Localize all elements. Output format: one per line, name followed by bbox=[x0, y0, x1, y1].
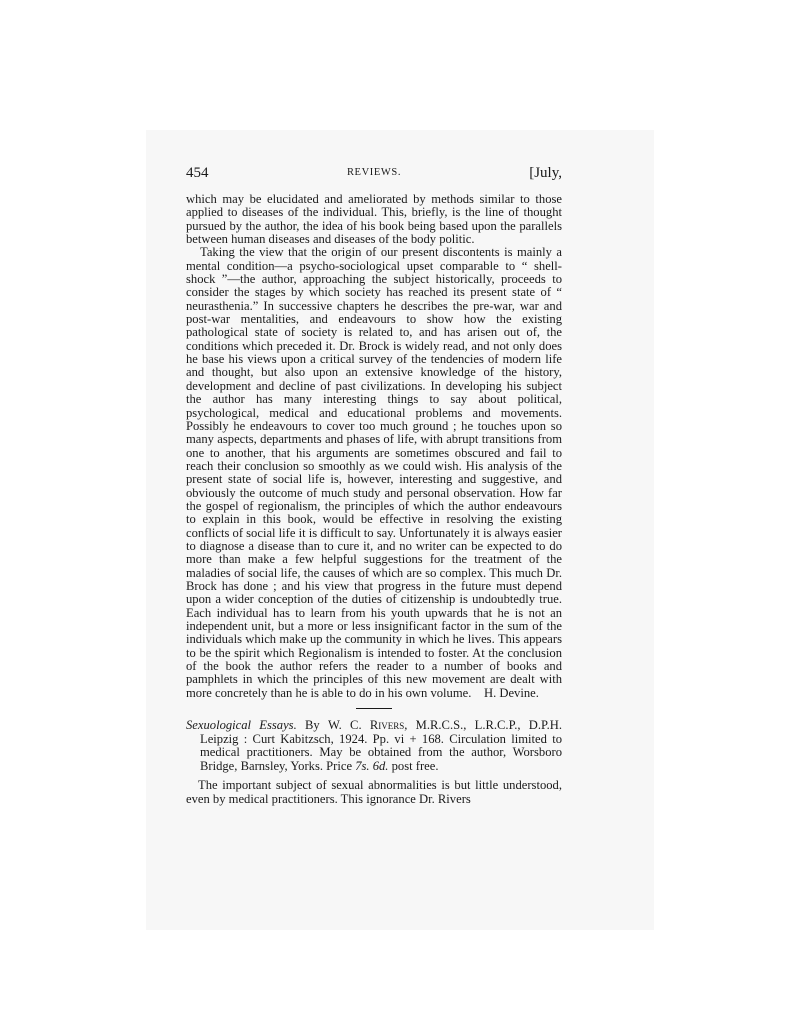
section-divider bbox=[356, 708, 392, 709]
issue-month: [July, bbox=[529, 165, 562, 181]
book-author: W. C. Rivers, bbox=[327, 718, 408, 733]
review-paragraph-continued: which may be elucidated and ameliorated by methods similar to those applied to diseases of the individual. This, briefly, is the line of thought pursued by the author, the idea of his book being based upon the parallels between human diseases and diseases of the body politic. bbox=[186, 192, 562, 247]
book-citation bbox=[186, 719, 562, 773]
review-brock bbox=[186, 193, 562, 700]
journal-page bbox=[186, 163, 562, 819]
book-price: 7s. 6d. bbox=[355, 758, 389, 773]
review-paragraph-text: Taking the view that the origin of our present discontents is mainly a mental condition—a psycho-sociological upset comparable to “ shell-shock ”—the author, approaching the subject historically, proceeds to consider the stages by which society has reached its present state of “ neurasthenia.” In successive chapters he describes the pre-war, war and post-war mentalities, and endeavours to show how the existing pathological state of society is related to, and has arisen out of, the conditions which preceded it. Dr. Brock is widely read, and not only does he base his views upon a critical survey of the tendencies of modern life and thought, but also upon an extensive knowledge of the history, development and decline of past civilizations. In developing his subject the author has many interesting things to say about political, psychological, medical and educational problems and movements. Possibly he endeavours to cover too much ground ; he touches upon so many aspects, departments and phases of life, with abrupt transitions from one to another, that his arguments are sometimes obscured and fail to reach their conclusion so smoothly as we could wish. His analysis of the present state of social life is, however, interesting and suggestive, and obviously the outcome of much study and personal observation. How far the gospel of regionalism, the principles of which the author endeavours to explain in this book, would be effective in resolving the existing conflicts of social life it is difficult to say. Unfortunately it is always easier to diagnose a disease than to cure it, and no writer can be expected to do more than make a few helpful suggestions for the treatment of the maladies of social life, the causes of which are so complex. This much Dr. Brock has done ; and his view that progress in the future must depend upon a wider conception of the duties of citizenship is undoubtedly true. Each individual has to learn from his youth upwards that he is not an independent unit, but a more or less insignificant factor in the sum of the individuals which make up the community in which he lives. This appears to be the spirit which Regionalism is intended to foster. At the conclusion of the book the author refers the reader to a number of books and pamphlets in which the principles of this new movement are dealt with more concretely than he is able to do in his own volume. bbox=[186, 245, 562, 700]
reviewer-signature: H. Devine. bbox=[483, 685, 539, 700]
review-opening-paragraph: The important subject of sexual abnormalities is but little understood, even by medical practitioners. This ignorance Dr. Rivers bbox=[186, 778, 562, 807]
page-number: 454 bbox=[186, 165, 209, 181]
citation-details: M.R.C.S., L.R.C.P., D.P.H. Leipzig : Curt Kabitzsch, 1924. Pp. vi + 168. Circulation limited to medical practitioners. May be obtained from the author, Worsboro Bridge, Barnsley, Yorks. Price bbox=[200, 718, 562, 773]
running-header bbox=[186, 163, 562, 185]
price-suffix: post free. bbox=[391, 758, 439, 773]
running-title: REVIEWS. bbox=[346, 167, 402, 178]
book-title: Sexuological Essays. bbox=[186, 718, 297, 733]
citation-by: By bbox=[304, 718, 320, 733]
review-paragraph bbox=[186, 246, 562, 700]
